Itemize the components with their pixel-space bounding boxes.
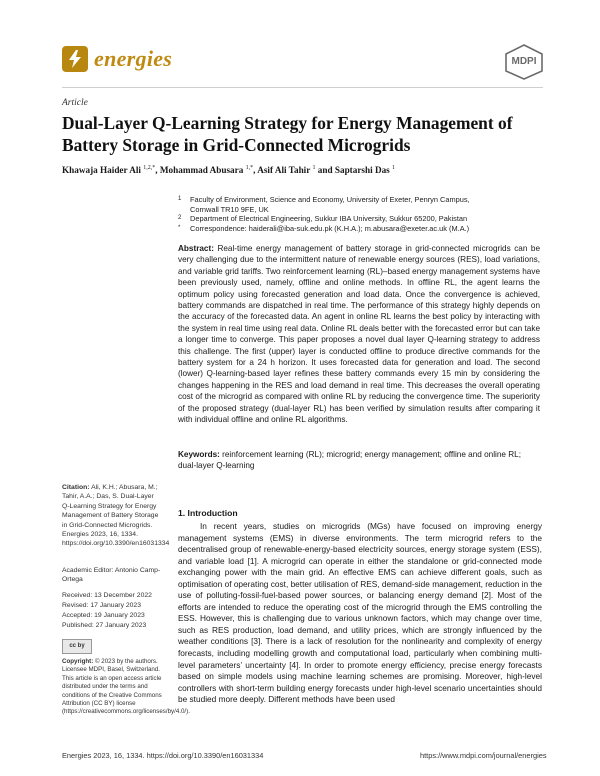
copyright-block: [62, 658, 190, 717]
cc-license-badge[interactable]: cc by: [62, 639, 92, 654]
affiliation-text: Faculty of Environment, Science and Economy, University of Exeter, Penryn Campus, Cornwall TR10 9FE, UK: [190, 195, 470, 214]
author-name[interactable]: Saptarshi Das: [334, 165, 390, 176]
journal-name[interactable]: energies: [94, 46, 173, 71]
keywords: [178, 449, 540, 472]
author-affiliation-mark: 1,2,*: [143, 165, 156, 171]
journal-logo: [62, 46, 88, 72]
author-list: Khawaja Haider Ali $^{1,2,*}$, Mohammad Abusara $^{1,*}$, Asif Ali Tahir $^1$ and Saptarshi Das $^1$: [62, 165, 396, 176]
footer-citation[interactable]: Energies 2023, 16, 1334. https://doi.org/10.3390/en16031334: [62, 751, 264, 760]
accepted-date: Accepted: 19 January 2023: [62, 612, 145, 619]
abstract-text: Real-time energy management of battery storage in grid-connected microgrids can be very challenging due to the intermittent nature of renewable energy sources (RES), load variations, and variable grid tariffs. Two reinforcement learning (RL)–based energy management systems have been previously used, namely, offline and online methods. In offline RL, the agent learns the optimum policy using forecasted generation and load data. Once the convergence is achieved, battery commands are dispatched in real time. The performance of this strategy highly depends on the accuracy of the forecasted data. An agent in online RL learns the best policy by interacting with the system in real time using real data. Online RL deals better with the forecasted error but can take a longer time to converge. This paper proposes a novel dual layer Q-learning strategy to address this challenge. The first (upper) layer is conducted offline to produce directive commands for the battery system for a 24 h horizon. It uses forecasted data for generation and load. The second (lower) Q-learning-based layer refines these battery commands every 15 min by considering the changes happening in the RES and load demand in real time. This decreases the overall operating cost of the microgrid as compared with online RL by reducing the convergence time. The superiority of the proposed strategy (dual-layer RL) has been verified by simulation results after comparing it with individual offline and online RL algorithms.: [178, 244, 540, 425]
published-date: Published: 27 January 2023: [62, 622, 147, 629]
abstract-label: Abstract:: [178, 244, 214, 253]
keywords-label: Keywords:: [178, 450, 220, 459]
abstract: [178, 243, 540, 426]
mdpi-logo[interactable]: [504, 44, 544, 80]
citation-label: Citation:: [62, 484, 90, 491]
header-divider: [62, 87, 543, 88]
footer-journal-url[interactable]: https://www.mdpi.com/journal/energies: [420, 751, 547, 760]
author-name[interactable]: Mohammad Abusara: [159, 165, 244, 176]
keywords-text: reinforcement learning (RL); microgrid; energy management; offline and online RL; dual-layer Q-learning: [178, 450, 521, 471]
affiliation-number: 2: [178, 215, 182, 221]
affiliation-number: *: [178, 225, 181, 231]
intro-paragraph: In recent years, studies on microgrids (MGs) have focused on improving energy management systems (EMS) in diverse environments. The term microgrid refers to the decentralised group of renewable-energy-based electricity sources, energy storage system (ESS), and variable load [1]. A microgrid can operate in either the standalone or grid-connected mode exchanging power with the main grid. An effective EMS can achieve different goals, such as optimisation of operating cost, better utilisation of RES, demand-side management, reduction in the use of polluting-fossil-fuel-based power sources, or balancing energy demand [2]. Most of the efforts are intended to reduce the operating cost of the microgrid through the EMS controlling the ESS. However, this is challenging due to various unknown factors, which may change over time, such as RES production, load demand, and utility prices, which are strongly influenced by the weather conditions [3]. There is a lack of resolution for the nonlinearity and complexity of energy forecasts, including modelling growth and computational load, particularly when combining multi-level parameters’ uncertainty [4]. In order to promote energy efficiency, precise energy forecasts based on simple models using machine learning schemes are promising. Moreover, high-level controllers with short-term building energy forecasts under high-level scenario uncertainties should be studied more deeply. Different methods have been used: [178, 521, 542, 705]
affiliation-number: 1: [178, 196, 182, 202]
article-title: Dual-Layer Q-Learning Strategy for Energy Management of Battery Storage in Grid-Connected Microgrids: [62, 113, 513, 155]
author-affiliation-mark: 1: [392, 165, 396, 171]
section-heading: 1. Introduction: [178, 508, 238, 518]
mdpi-label: MDPI: [511, 56, 537, 67]
lightning-icon: [65, 49, 85, 69]
author-name[interactable]: Asif Ali Tahir: [257, 165, 311, 176]
author-affiliation-mark: 1,*: [245, 165, 254, 171]
citation-block: [62, 483, 170, 549]
academic-editor: Academic Editor: Antonio Camp-Ortega: [62, 567, 161, 584]
author-name[interactable]: Khawaja Haider Ali: [62, 165, 141, 176]
affiliation-text: Department of Electrical Engineering, Sukkur IBA University, Sukkur 65200, Pakistan: [190, 214, 468, 223]
citation-text[interactable]: Ali, K.H.; Abusara, M.; Tahir, A.A.; Das, S. Dual-Layer Q-Learning Strategy for Energy Management of Battery Storage in Grid-Connected Microgrids. Energies 2023, 16, 1334. https://doi.org/10.3390/en16031334: [62, 484, 170, 548]
received-date: Received: 13 December 2022: [62, 592, 152, 599]
author-affiliation-mark: 1: [312, 165, 316, 171]
correspondence-text: Correspondence: haiderali@iba-suk.edu.pk (K.H.A.); m.abusara@exeter.ac.uk (M.A.): [190, 224, 470, 233]
copyright-text: © 2023 by the authors. Licensee MDPI, Basel, Switzerland. This article is an open access article distributed under the terms and conditions of the Creative Commons Attribution (CC BY) license (https://creativecommons.org/licenses/by/4.0/).: [62, 658, 190, 716]
article-type: Article: [62, 98, 88, 108]
revised-date: Revised: 17 January 2023: [62, 602, 141, 609]
copyright-label: Copyright:: [62, 658, 94, 665]
